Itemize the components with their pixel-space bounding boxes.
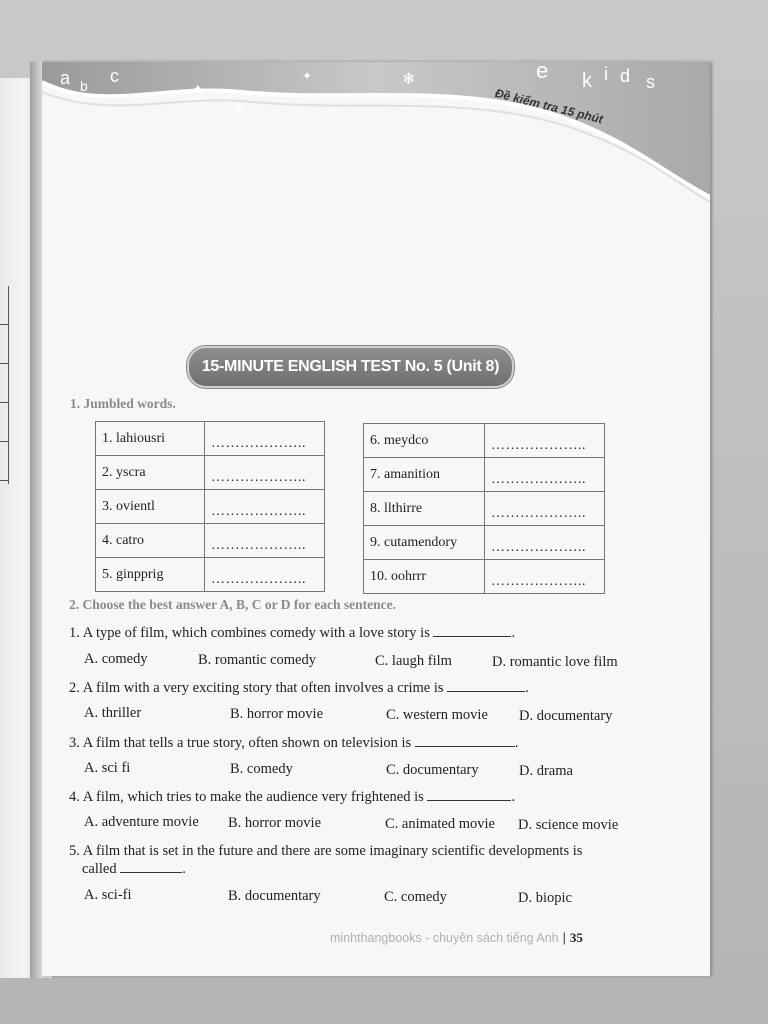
header-title: Đề kiểm tra 15 phút <box>493 86 605 127</box>
answer-blank[interactable]: ……………….. <box>485 560 605 594</box>
question-2 <box>69 679 529 697</box>
table-row <box>364 458 605 492</box>
question-5 <box>69 843 582 860</box>
answer-blank[interactable] <box>447 679 525 692</box>
section1-title: 1. Jumbled words. <box>70 396 176 411</box>
answer-blank[interactable]: ……………….. <box>205 524 325 558</box>
option-d[interactable]: D. biopic <box>518 890 572 906</box>
jumbled-word: 8. llthirre <box>364 492 485 526</box>
question-end: . <box>511 789 515 805</box>
jumbled-words-table-left <box>95 421 325 592</box>
option-a[interactable]: A. thriller <box>84 705 142 721</box>
header-letter-a: a <box>60 68 71 88</box>
question-end: . <box>182 861 186 877</box>
section2-title: 2. Choose the best answer A, B, C or D for each sentence. <box>69 597 396 612</box>
jumbled-word: 6. meydco <box>364 424 485 458</box>
option-c[interactable]: C. animated movie <box>385 816 495 832</box>
table-row <box>96 456 325 490</box>
header-letter-i: i <box>604 64 608 84</box>
option-d[interactable]: D. romantic love film <box>492 654 618 670</box>
table-row <box>364 560 605 594</box>
option-a[interactable]: A. comedy <box>84 651 148 667</box>
option-d[interactable]: D. science movie <box>518 817 619 833</box>
answer-blank[interactable] <box>415 734 515 747</box>
header-wave-band <box>42 62 710 202</box>
answer-blank[interactable] <box>433 624 511 637</box>
jumbled-word: 2. yscra <box>96 456 205 490</box>
page-number: 35 <box>569 930 583 945</box>
answer-blank[interactable]: ……………….. <box>485 526 605 560</box>
jumbled-word: 4. catro <box>96 524 205 558</box>
answer-blank[interactable]: ……………….. <box>205 456 325 490</box>
svg-text:✦: ✦ <box>192 82 204 98</box>
test-title-banner: 15-MINUTE ENGLISH TEST No. 5 (Unit 8) <box>187 346 514 388</box>
table-row <box>364 492 605 526</box>
jumbled-word: 10. oohrrr <box>364 560 485 594</box>
option-d[interactable]: D. drama <box>519 763 573 779</box>
jumbled-words-table-right <box>363 423 605 594</box>
header-letter-k: k <box>582 70 592 92</box>
svg-text:★: ★ <box>232 100 245 116</box>
table-row <box>96 524 325 558</box>
question-text: 3. A film that tells a true story, often shown on television is <box>69 735 412 751</box>
option-a[interactable]: A. adventure movie <box>84 814 199 830</box>
question-4 <box>69 788 515 806</box>
option-b[interactable]: B. horror movie <box>230 706 324 722</box>
option-d[interactable]: D. documentary <box>519 708 613 724</box>
answer-blank[interactable] <box>120 860 182 873</box>
jumbled-word: 9. cutamendory <box>364 526 485 560</box>
table-row <box>96 422 325 456</box>
question-end: . <box>511 625 516 641</box>
question-1 <box>69 624 515 642</box>
table-row <box>364 526 605 560</box>
question-end: . <box>514 735 519 751</box>
question-text: 1. A type of film, which combines comedy with a love story is <box>69 625 430 641</box>
header-letter-c: c <box>110 66 119 86</box>
answer-blank[interactable]: ……………….. <box>485 424 605 458</box>
jumbled-word: 3. ovientl <box>96 490 205 524</box>
book-page <box>42 58 710 976</box>
question-3 <box>69 734 518 752</box>
table-row <box>96 490 325 524</box>
left-page-table-fragment <box>0 286 9 484</box>
option-c[interactable]: C. laugh film <box>375 653 452 669</box>
option-c[interactable]: C. western movie <box>386 707 488 723</box>
question-text-continued: called <box>82 861 117 877</box>
option-b[interactable]: B. comedy <box>230 761 293 777</box>
option-b[interactable]: B. documentary <box>228 888 321 904</box>
question-text: 2. A film with a very exciting story that often involves a crime is <box>69 680 444 696</box>
table-row <box>96 558 325 592</box>
option-a[interactable]: A. sci fi <box>84 760 131 776</box>
jumbled-word: 7. amanition <box>364 458 485 492</box>
answer-blank[interactable] <box>427 788 511 801</box>
answer-blank[interactable]: ……………….. <box>205 422 325 456</box>
svg-text:❄: ❄ <box>402 69 416 88</box>
question-end: . <box>525 680 529 696</box>
answer-blank[interactable]: ……………….. <box>205 490 325 524</box>
option-c[interactable]: C. documentary <box>386 762 479 778</box>
page-footer <box>330 930 583 946</box>
header-letter-s: s <box>646 72 655 92</box>
option-b[interactable]: B. horror movie <box>228 815 322 831</box>
footer-separator: | <box>562 931 566 945</box>
answer-blank[interactable]: ……………….. <box>205 558 325 592</box>
svg-text:✦: ✦ <box>302 69 313 83</box>
header-letter-d: d <box>620 66 631 86</box>
option-c[interactable]: C. comedy <box>384 889 447 905</box>
option-a[interactable]: A. sci-fi <box>84 887 132 903</box>
question-text: 5. A film that is set in the future and there are some imaginary scientific developments is <box>69 843 583 859</box>
publisher-text: minhthangbooks - chuyên sách tiếng Anh <box>330 931 559 945</box>
table-row <box>364 424 605 458</box>
jumbled-word: 1. lahiousri <box>96 422 205 456</box>
header-letter-e: e <box>536 58 549 83</box>
question-text: 4. A film, which tries to make the audience very frightened is <box>69 789 424 805</box>
question-5-line-2 <box>82 860 186 878</box>
answer-blank[interactable]: ……………….. <box>485 458 605 492</box>
option-b[interactable]: B. romantic comedy <box>198 652 316 668</box>
header-letter-b: b <box>80 78 88 94</box>
jumbled-word: 5. ginpprig <box>96 558 205 592</box>
answer-blank[interactable]: ……………….. <box>485 492 605 526</box>
